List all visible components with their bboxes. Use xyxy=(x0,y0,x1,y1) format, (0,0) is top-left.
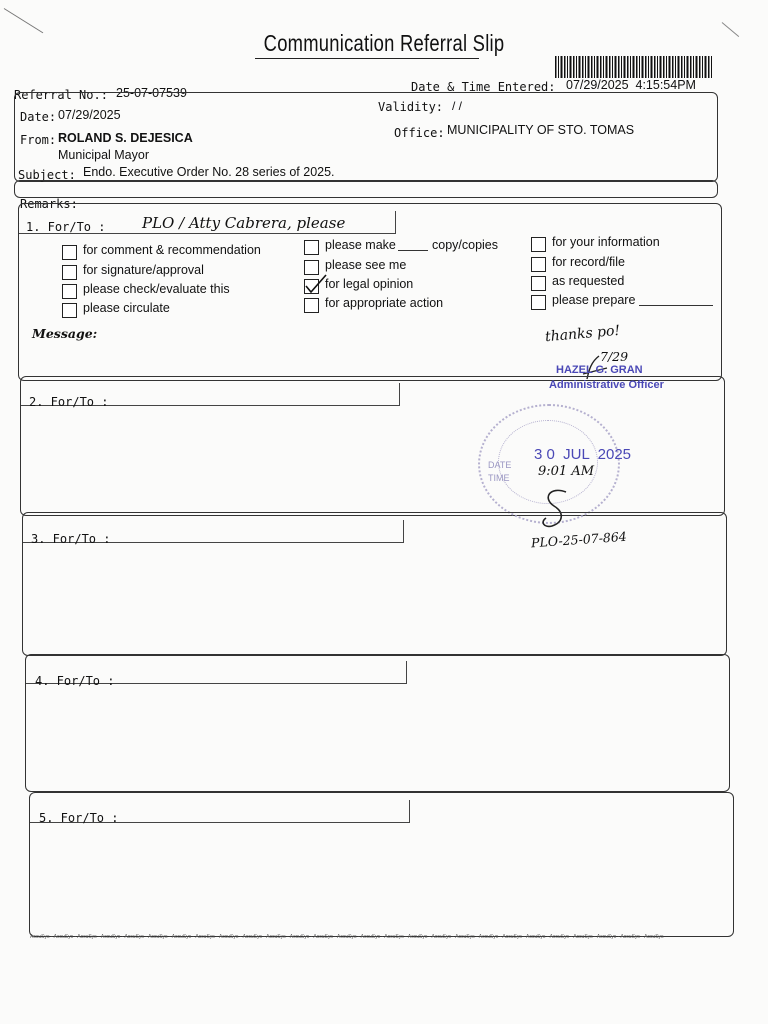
referral-no-label: Referral No.: xyxy=(14,88,108,102)
from-label: From: xyxy=(20,133,57,147)
handwritten-reference: PLO-25-07-864 xyxy=(530,528,628,551)
validity-value: / / xyxy=(452,99,463,113)
option-checkbox[interactable] xyxy=(62,245,77,260)
remarks-label: Remarks: xyxy=(20,197,78,211)
section-5-label: 5. For/To : xyxy=(39,811,119,825)
option-label: for comment & recommendation xyxy=(83,243,261,257)
office-value: MUNICIPALITY OF STO. TOMAS xyxy=(447,123,635,137)
option-checkbox[interactable] xyxy=(62,265,77,280)
page-title: Communication Referral Slip xyxy=(263,30,505,56)
date-entered-label: Date & Time Entered: xyxy=(411,80,556,94)
option-label: please make xyxy=(325,238,396,252)
stamp-date: 3 0 JUL 2025 xyxy=(534,446,632,463)
from-name: ROLAND S. DEJESICA xyxy=(58,131,193,145)
option-checkbox[interactable] xyxy=(531,257,546,272)
option-checkbox[interactable] xyxy=(531,237,546,252)
option-label: please see me xyxy=(325,258,407,272)
date-value: 07/29/2025 xyxy=(58,108,121,122)
signatory-title: Administrative Officer xyxy=(549,379,664,391)
option-label: for signature/approval xyxy=(83,263,204,277)
stamp-time: 9:01 AM xyxy=(538,464,595,479)
option-label: for record/file xyxy=(552,255,625,269)
subject-value: Endo. Executive Order No. 28 series of 2025. xyxy=(83,165,335,179)
signatory-name: HAZEL G. GRAN xyxy=(556,364,643,376)
footer-watermark: AccuSys - AccuSys - AccuSys - AccuSys - AccuSys - AccuSys - AccuSys - AccuSys - AccuSys - AccuSys - AccuSys - AccuSys - AccuSys - AccuSys - AccuSys - AccuSys - AccuSys - AccuSys - AccuSys - AccuSys - AccuSys - AccuSys - AccuSys - AccuSys - AccuSys - AccuSys - AccuSys xyxy=(30,934,664,940)
title-underline xyxy=(255,58,479,59)
option-label: for appropriate action xyxy=(325,296,444,310)
option-checkbox[interactable] xyxy=(531,295,546,310)
handwritten-date: 7/29 xyxy=(600,349,629,364)
office-label: Office: xyxy=(394,126,445,140)
option-label: please prepare xyxy=(552,293,636,307)
message-label: Message: xyxy=(32,326,98,341)
date-entered-value: 07/29/2025 4:15:54PM xyxy=(566,78,696,92)
section-4-label: 4. For/To : xyxy=(35,674,115,688)
option-label: please check/evaluate this xyxy=(83,282,230,296)
scan-corner-mark xyxy=(722,22,739,37)
option-checkbox[interactable] xyxy=(304,240,319,255)
section-3-label: 3. For/To : xyxy=(31,532,111,546)
validity-label: Validity: xyxy=(378,100,444,114)
section-1-recipient: PLO / Atty Cabrera, please xyxy=(142,214,346,232)
option-label: as requested xyxy=(552,274,625,288)
section-1-label: 1. For/To : xyxy=(26,220,106,234)
scan-corner-mark xyxy=(4,8,44,33)
remarks-box xyxy=(14,180,718,198)
option-checkbox[interactable] xyxy=(531,276,546,291)
option-label: please circulate xyxy=(83,301,170,315)
referral-no-value: 25-07-07539 xyxy=(116,86,187,100)
option-checkbox[interactable] xyxy=(62,284,77,299)
option-label: for legal opinion xyxy=(325,277,414,291)
subject-label: Subject: xyxy=(18,168,76,182)
stamp-small-label: TIME xyxy=(488,473,510,483)
option-checkbox[interactable] xyxy=(304,298,319,313)
prepare-blank[interactable] xyxy=(639,305,713,306)
section-2-label: 2. For/To : xyxy=(29,395,109,409)
from-title: Municipal Mayor xyxy=(58,148,150,162)
date-label: Date: xyxy=(20,110,57,124)
option-label: for your information xyxy=(552,235,660,249)
option-checkbox[interactable] xyxy=(62,303,77,318)
barcode xyxy=(555,56,712,78)
option-suffix: copy/copies xyxy=(432,238,499,252)
stamp-small-label: DATE xyxy=(488,460,512,470)
handwritten-note: thanks po! xyxy=(544,322,621,346)
copies-blank[interactable] xyxy=(398,250,428,251)
